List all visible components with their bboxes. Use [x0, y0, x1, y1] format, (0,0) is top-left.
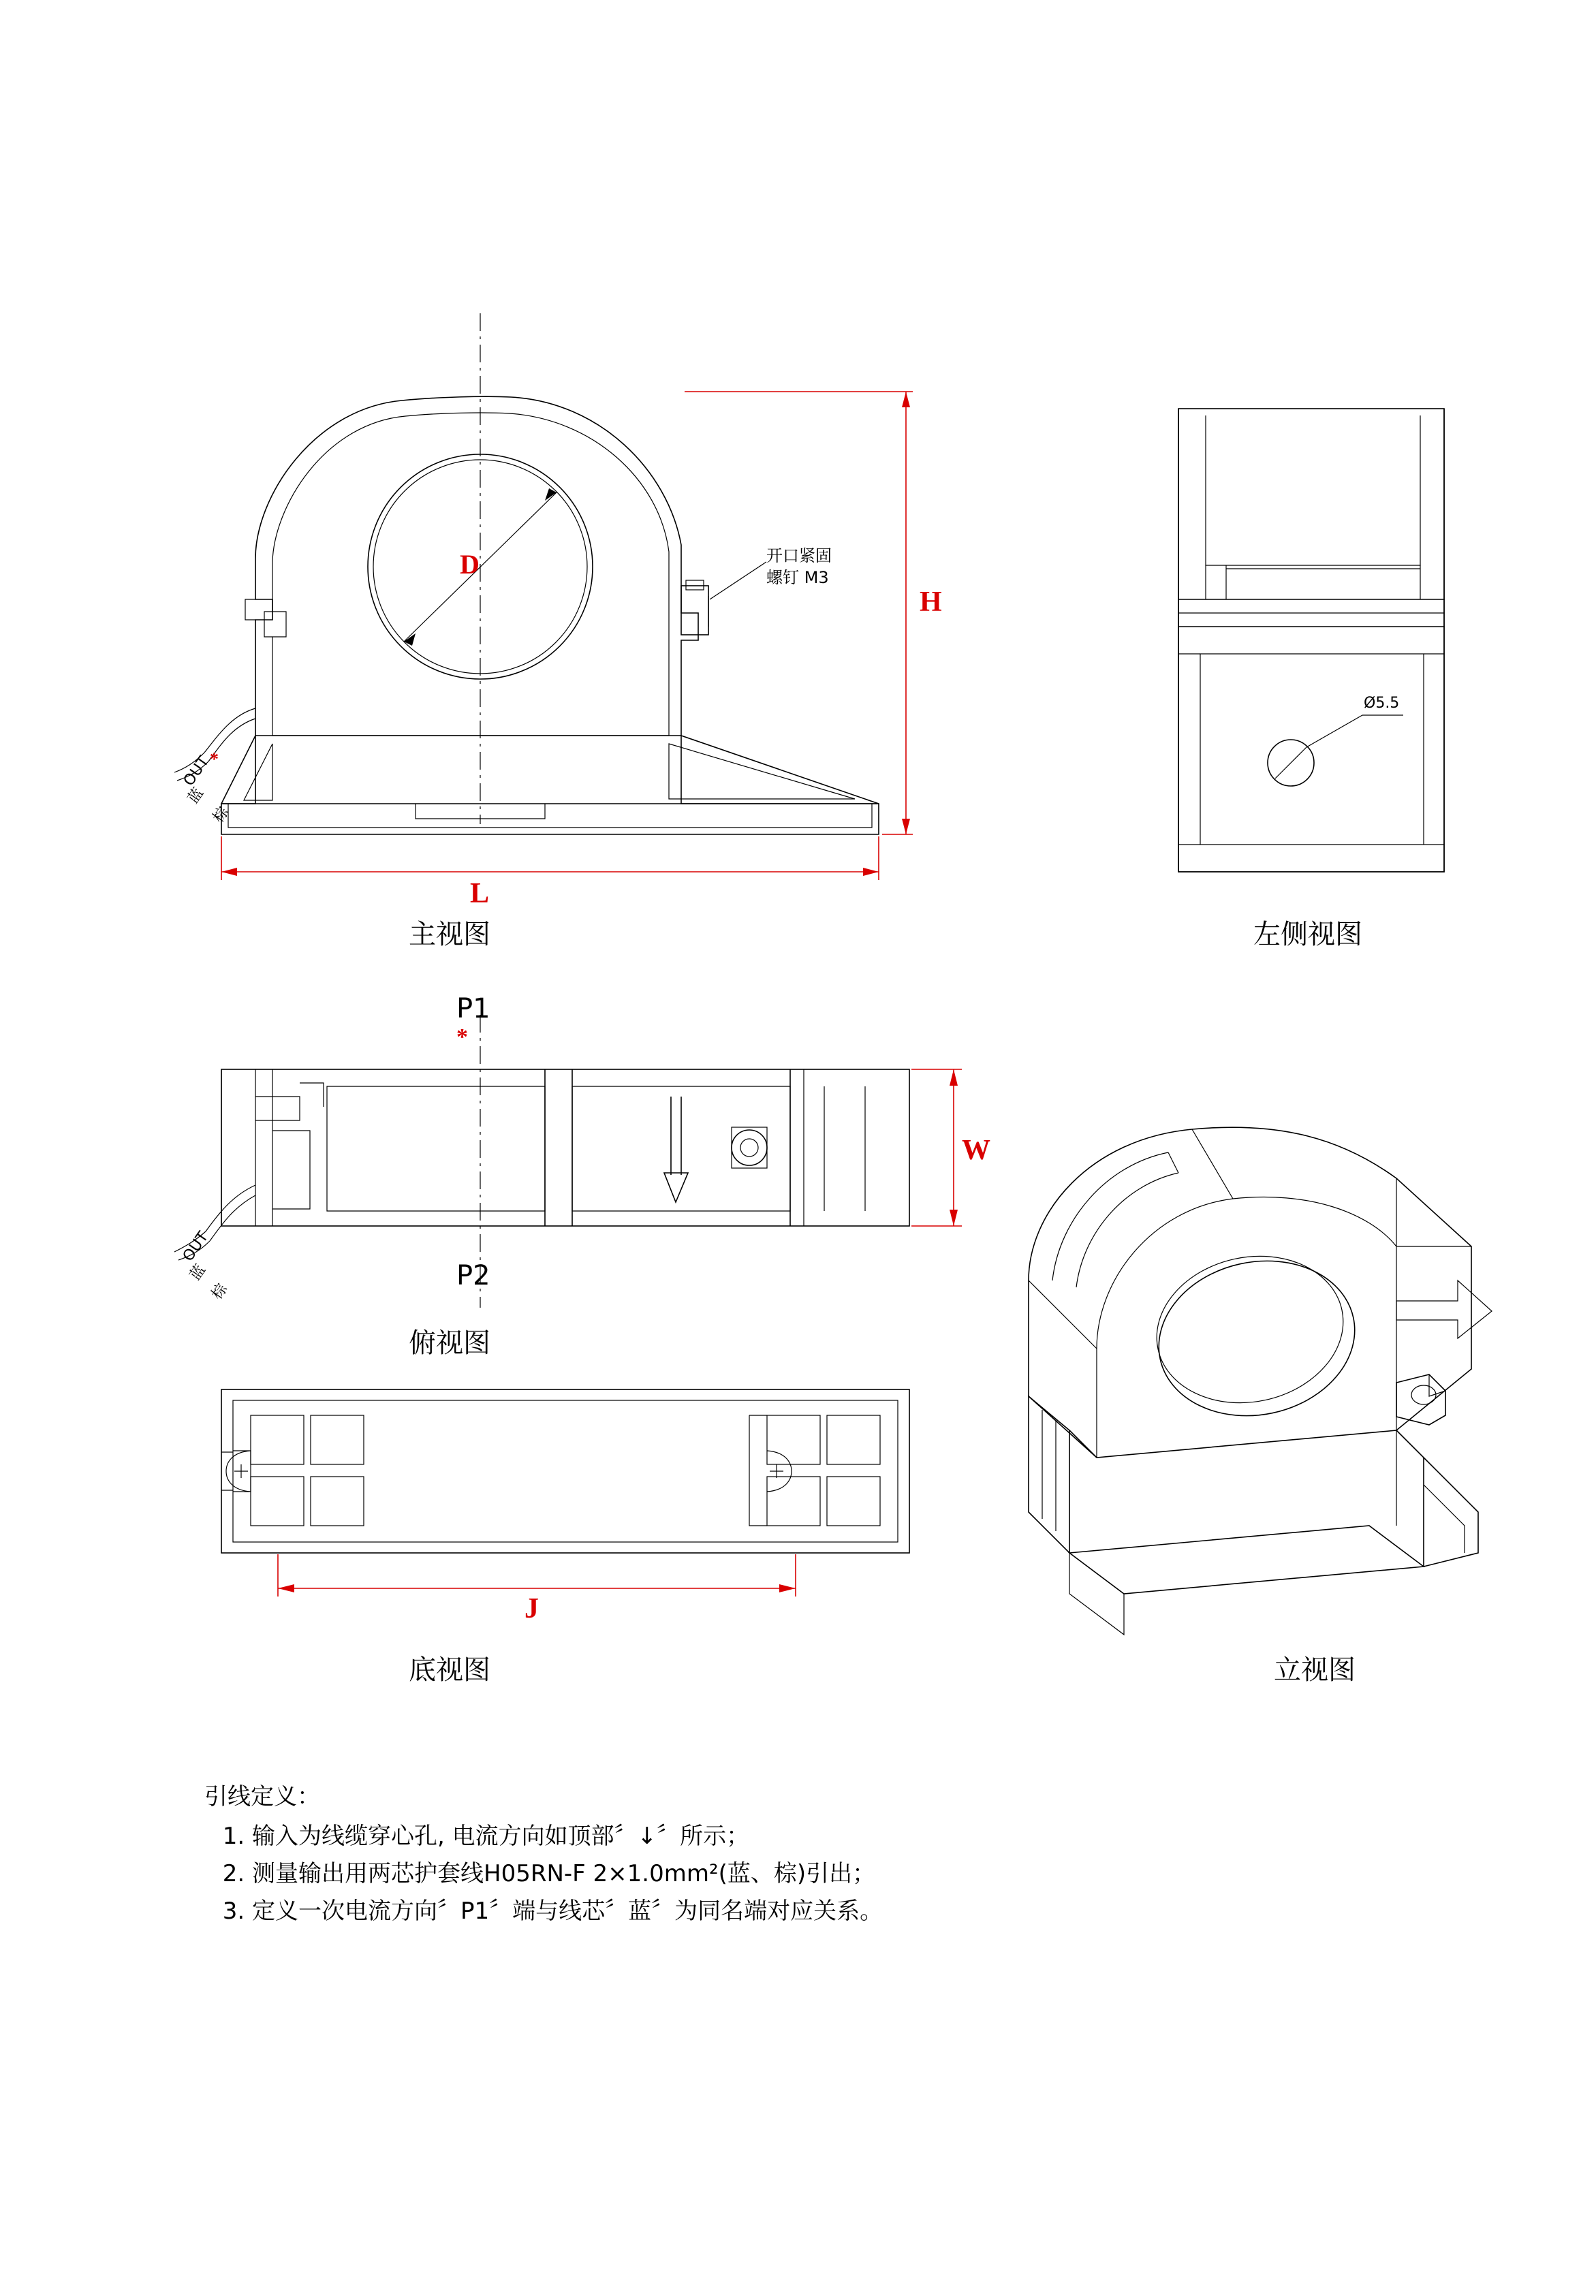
- lead-label-blue-top: 蓝: [187, 1261, 210, 1284]
- lead-label-out-top: OUT: [179, 1229, 213, 1265]
- lead-asterisk-front: *: [210, 749, 219, 769]
- view-top: [179, 993, 990, 1303]
- screw-note-line2: 螺钉 M3: [766, 568, 829, 587]
- caption-front-view: 主视图: [409, 919, 490, 950]
- hole-dimension-label: Ø5.5: [1364, 695, 1400, 712]
- dimension-h: H: [920, 586, 942, 618]
- lead-label-blue-front: 蓝: [185, 785, 208, 807]
- note-item: 1. 输入为线缆穿心孔, 电流方向如顶部〞↓〞所示；: [252, 1818, 1362, 1855]
- terminal-p1-label: P1: [456, 993, 490, 1024]
- lead-label-brown-front: 棕: [210, 804, 233, 826]
- note-item: 2. 测量输出用两芯护套线H05RN-F 2×1.0mm²(蓝、棕)引出；: [252, 1855, 1362, 1893]
- view-front: [180, 327, 942, 909]
- view-left: [1158, 395, 1471, 885]
- terminal-p2-label: P2: [456, 1260, 490, 1291]
- dimension-j: J: [525, 1593, 539, 1624]
- caption-iso-view: 立视图: [1274, 1654, 1356, 1686]
- caption-bottom-view: 底视图: [409, 1654, 490, 1686]
- view-bottom: [191, 1376, 913, 1624]
- terminal-p1-asterisk: *: [456, 1024, 468, 1050]
- lead-label-brown-top: 棕: [208, 1280, 232, 1303]
- notes-title: 引线定义：: [204, 1783, 320, 1810]
- caption-top-view: 俯视图: [409, 1327, 490, 1359]
- dimension-w: W: [962, 1135, 990, 1166]
- screw-note-line1: 开口紧固: [766, 546, 832, 565]
- view-iso: [988, 1076, 1519, 1641]
- lead-definition-notes: [204, 1778, 1362, 1930]
- note-item: 3. 定义一次电流方向〞P1〞端与线芯〞蓝〞为同名端对应关系。: [252, 1893, 1362, 1930]
- lead-label-out-front: OUT: [180, 753, 213, 789]
- caption-left-view: 左侧视图: [1253, 919, 1362, 950]
- dimension-d: D: [460, 549, 480, 580]
- dimension-l: L: [470, 878, 490, 909]
